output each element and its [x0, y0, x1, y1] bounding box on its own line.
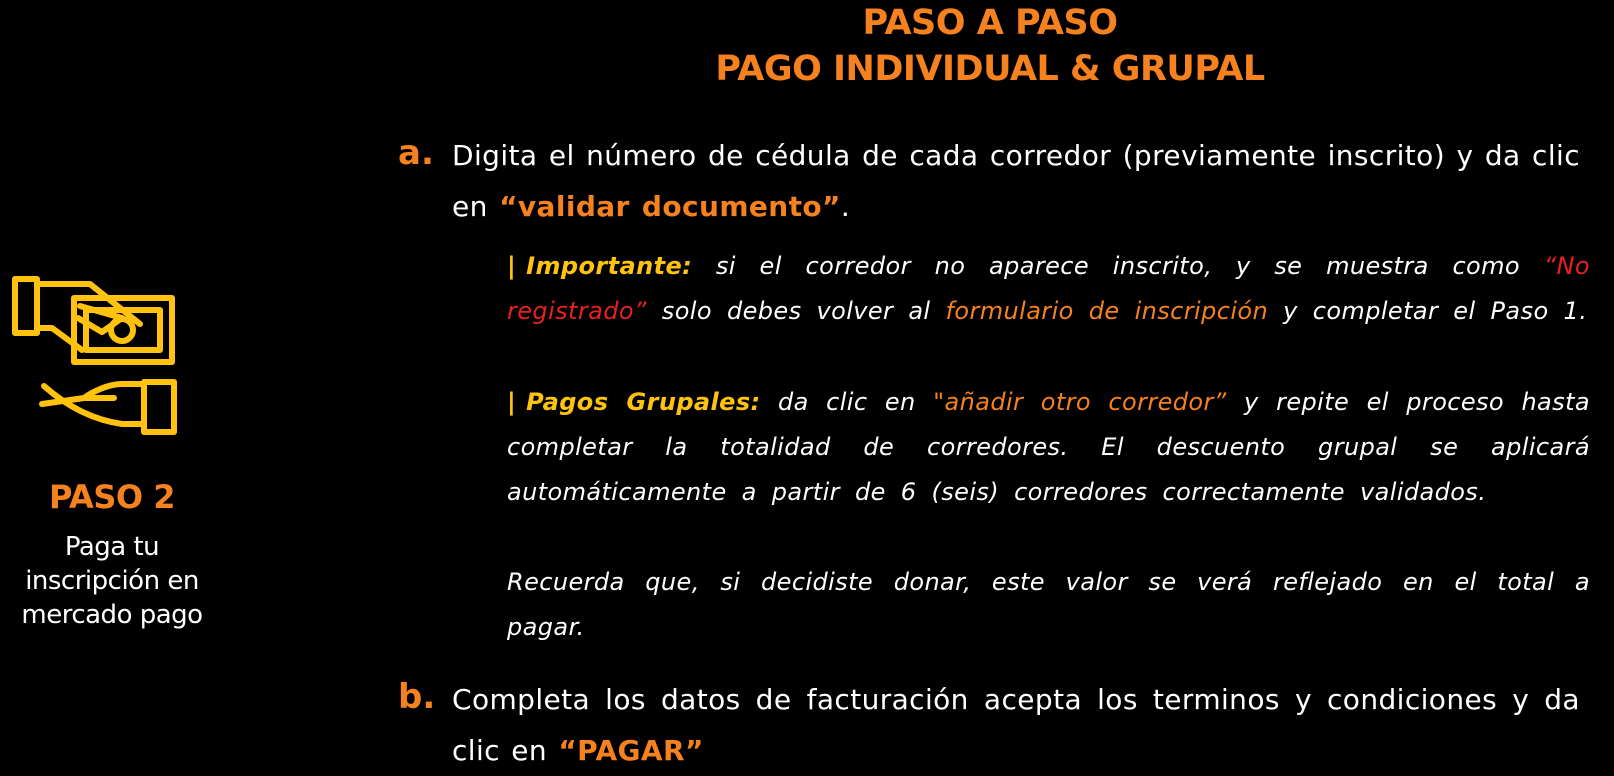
validate-document-highlight: “validar documento”: [499, 190, 841, 223]
note-donation: [507, 560, 1590, 650]
note-important-text2: solo debes volver al: [646, 297, 946, 325]
item-b-marker: b.: [398, 677, 436, 717]
note-group-heading: Pagos Grupales:: [526, 388, 761, 416]
registration-form-link[interactable]: formulario de inscripción: [945, 297, 1269, 325]
item-a-text-before: Digita el número de cédula de cada corredor (previamente inscrito) y da clic en: [452, 139, 1580, 223]
payment-hand-money-icon: [12, 276, 182, 454]
title-line-2: PAGO INDIVIDUAL & GRUPAL: [715, 49, 1265, 89]
note-group-bar: |: [507, 388, 517, 416]
note-group-text2: y repite el proceso hasta completar la totalidad de corredores. El descuento grupal se aplicará automáticamente a partir de 6 (seis) corredores correctamente validados.: [507, 388, 1590, 506]
page-title: [660, 0, 1320, 92]
note-important: [507, 244, 1590, 334]
note-important-heading: Importante:: [526, 252, 693, 280]
add-runner-text: "añadir otro corredor”: [933, 388, 1227, 416]
item-a-text: [452, 130, 1580, 232]
title-line-1: PASO A PASO: [862, 3, 1118, 43]
note-group: [507, 380, 1590, 515]
note-donation-text: Recuerda que, si decidiste donar, este valor se verá reflejado en el total a pagar.: [507, 568, 1590, 641]
item-a-marker: a.: [398, 133, 434, 173]
not-registered-text: “No registrado”: [507, 252, 1590, 325]
item-a-text-after: .: [840, 190, 851, 223]
item-b-text: [452, 674, 1580, 776]
note-important-text3: y completar el Paso 1.: [1268, 297, 1588, 325]
step-label: PASO 2: [49, 478, 175, 516]
note-important-bar: |: [507, 252, 517, 280]
pay-highlight: “PAGAR”: [558, 734, 704, 767]
step-description: Paga tu inscripción en mercado pago: [21, 532, 203, 630]
note-important-text1: si el corredor no aparece inscrito, y se muestra como: [692, 252, 1544, 280]
item-b-text-before: Completa los datos de facturación acepta los terminos y condiciones y da clic en: [452, 683, 1580, 767]
note-group-text1: da clic en: [760, 388, 934, 416]
